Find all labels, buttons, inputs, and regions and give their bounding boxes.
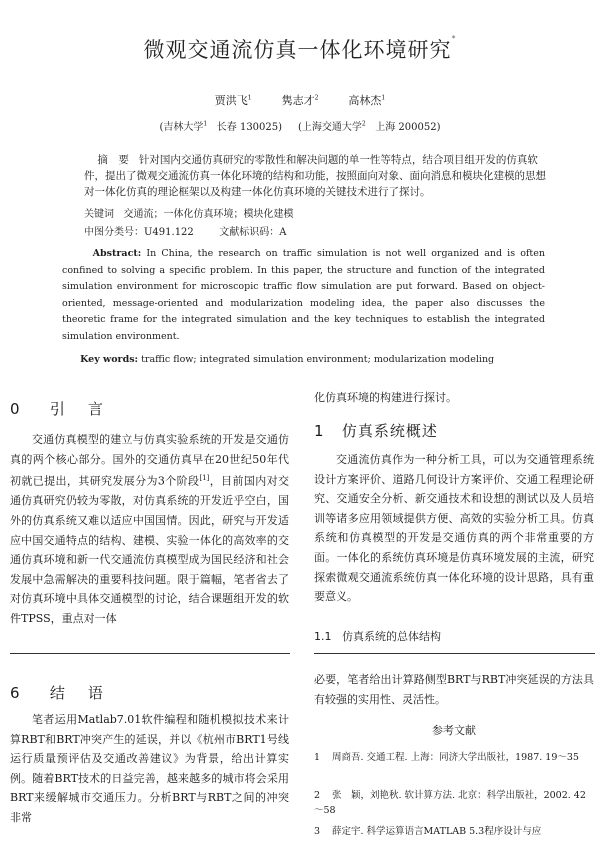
author-sup: 1 (247, 94, 252, 102)
doc-code-value: A (279, 227, 287, 238)
section-0-text-a: 交通仿真模型的建立与仿真实验系统的开发是交通仿真的两个核心部分。国外的交通仿真早在20世纪50年代初就已提出，其研究发展分为3个阶段 (10, 433, 289, 488)
abstract-en (62, 246, 545, 345)
paper-title-text: 微观交通流仿真一体化环境研究 (143, 38, 452, 62)
classification-line (84, 226, 286, 240)
affiliation-2-sup: 2 (361, 120, 366, 128)
author-sup: 1 (381, 94, 386, 102)
abstract-zh-label: 摘 要 (97, 154, 129, 166)
section-6-title: 结 语 (49, 684, 107, 702)
title-footnote-mark: * (451, 34, 457, 43)
divider-left (10, 653, 290, 654)
affiliation-2-city: 上海 200052) (375, 122, 441, 133)
author-name: 贾洪飞 (214, 94, 248, 107)
doc-code-label: 文献标识码： (219, 227, 280, 238)
abstract-zh (84, 152, 546, 200)
abstract-zh-text: 针对国内交通仿真研究的零散性和解决问题的单一性等特点，结合项目组开发的仿真软件，提出了微观交通流仿真一体化环境的结构和功能，按照面向对象、面向消息和模块化建模的思想对一体化仿真的理论框架以及构建一体化仿真环境的关键技术进行了探讨。 (84, 154, 546, 198)
reference-text: 张 颖，刘艳秋. 软计算方法. 北京：科学出版社，2002. 42～58 (314, 790, 586, 816)
author-name: 高林杰 (348, 94, 382, 107)
section-1-title: 仿真系统概述 (341, 422, 438, 440)
right-bottom-continuation (314, 670, 594, 709)
reference-number: 2 (314, 790, 321, 801)
keywords-zh-label: 关键词 (84, 209, 114, 220)
section-1-body (314, 450, 594, 607)
section-0-text-b: ，目前国内对交通仿真研究仍较为零散，对仿真系统的开发近乎空白，国外的仿真系统又难以适应中国国情。因此，研究与开发适应中国交通特点的结构、建模、实验一体化的高效率的交通仿真环境和新一代交通流仿真模型成为国民经济和社会发展中急需解决的重要科技问题。限于篇幅，笔者省去了对仿真环境中具体交通模型的讨论，结合课题组开发的软件TPSS，重点对一体 (10, 474, 290, 625)
affiliation-1-city: 长春 130025) (216, 122, 283, 133)
section-0-body (10, 430, 289, 629)
affiliation-2: (上海交通大学 (297, 122, 362, 133)
subsection-1-1-heading (314, 628, 441, 644)
section-6-number: 6 (10, 684, 24, 702)
right-bottom-text: 必要，笔者给出计算路侧型BRT与RBT冲突延误的方法具有较强的实用性、灵活性。 (314, 673, 594, 706)
abstract-en-text: In China, the research on traffic simulation is not well organized and is often confined to solving a specific problem. In this paper, the structure and function of the integrated simulation environment for microscopic traffic flow simulation are put forward. Based on object-oriented, message-oriented and modularization modeling idea, the paper also discusses the theoretic frame for the integrated simulation and the key techniques to establish the integrated simulation environment. (62, 248, 545, 342)
reference-number: 1 (314, 752, 321, 763)
author-sup: 2 (314, 94, 319, 102)
abstract-en-label: Abstract: (92, 248, 142, 259)
subsection-title: 仿真系统的总体结构 (342, 630, 441, 643)
reference-item (314, 750, 594, 765)
keywords-zh (84, 208, 294, 222)
keywords-en-text: traffic flow; integrated simulation environment; modularization modeling (141, 354, 495, 365)
reference-item (314, 788, 594, 818)
clc-label: 中图分类号： (84, 227, 144, 238)
keywords-en-label: Key words: (80, 354, 139, 365)
references-title (314, 722, 594, 738)
paper-title (0, 34, 600, 64)
section-1-heading (314, 420, 438, 441)
continuation-text: 化仿真环境的构建进行探讨。 (314, 391, 457, 404)
reference-text: 薛定宇. 科学运算语言MATLAB 5.3程序设计与应 (332, 826, 542, 837)
reference-item (314, 824, 594, 839)
references-title-text: 参考文献 (432, 724, 476, 737)
subsection-number: 1.1 (314, 630, 332, 643)
keywords-zh-text: 交通流；一体化仿真环境；模块化建模 (123, 209, 294, 220)
clc-value: U491.122 (144, 227, 194, 238)
keywords-en (62, 352, 545, 369)
section-0-number: 0 (10, 400, 24, 418)
right-col-continuation (314, 388, 594, 408)
citation: [1] (199, 474, 210, 483)
section-6-heading (10, 682, 107, 703)
section-0-title: 引 言 (49, 400, 107, 418)
affiliation-1-sup: 1 (203, 120, 208, 128)
reference-number: 3 (314, 826, 321, 837)
author-list (0, 92, 600, 108)
section-6-body (10, 710, 289, 828)
affiliation-1: (吉林大学 (159, 122, 204, 133)
divider-right (314, 653, 595, 654)
section-0-heading (10, 398, 107, 419)
author-name: 隽志才 (281, 94, 315, 107)
section-1-text: 交通流仿真作为一种分析工具，可以为交通管理系统设计方案评价、道路几何设计方案评价、交通工程理论研究、交通安全分析、新交通技术和设想的测试以及人员培训等诸多应用领域提供方便、高效的实验分析工具。仿真系统和仿真模型的开发是交通仿真的两个非常重要的方面。一体化的系统仿真环境是仿真环境发展的主流，研究探索微观交通流系统仿真一体化环境的设计思路，具有重要意义。 (314, 453, 594, 604)
reference-text: 周商吾. 交通工程. 上海：同济大学出版社，1987. 19～35 (332, 752, 579, 763)
affiliations (0, 118, 600, 133)
section-1-number: 1 (314, 422, 325, 440)
section-6-text: 笔者运用Matlab7.01软件编程和随机模拟技术来计算RBT和BRT冲突产生的延误，并以《杭州市BRT1号线运行质量预评估及交通改善建议》为背景，给出计算实例。随着BRT技术的日益完善，越来越多的城市将会采用BRT来缓解城市交通压力。分析BRT与RBT之间的冲突非常 (10, 713, 289, 824)
